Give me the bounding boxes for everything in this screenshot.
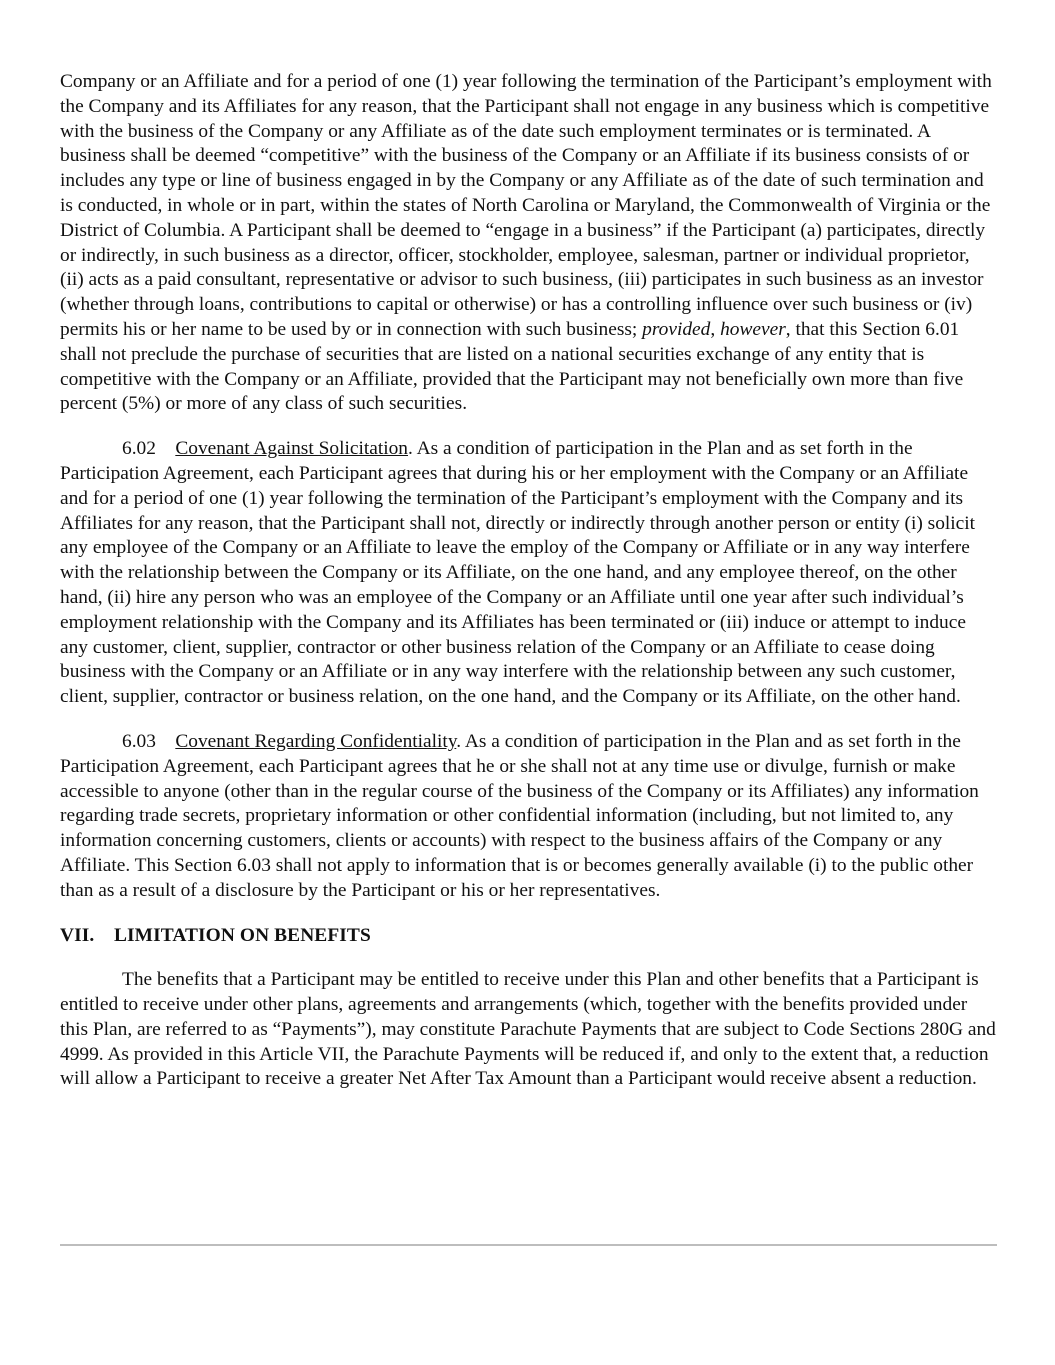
section-6-01-text-part2: , that this Section 6.01 shall not preclude the purchase of securities that are listed on a national securities exchange of any entity that is competitive with the Company or an Affiliate, provided that the Participant may not beneficially own more than five percent (5%) or more of any class of such securities.: [60, 318, 964, 415]
section-6-03-title: Covenant Regarding Confidentiality: [175, 730, 457, 752]
section-6-03-number: 6.03: [122, 730, 156, 752]
section-6-03: [60, 730, 997, 904]
provided-italic: provided: [642, 318, 711, 340]
section-6-02-title: Covenant Against Solicitation: [175, 438, 408, 460]
article-7-title: LIMITATION ON BENEFITS: [114, 924, 371, 946]
however-italic: however: [720, 318, 786, 340]
section-6-03-text: . As a condition of participation in the Plan and as set forth in the Participation Agreement, each Participant agrees that he or she shall not at any time use or divulge, furnish or make accessible to anyone (other than in the regular course of the business of the Company or its Affiliates) any information regarding trade secrets, proprietary information or other confidential information (including, but not limited to, any information concerning customers, clients or accounts) with respect to the business affairs of the Company or any Affiliate. This Section 6.03 shall not apply to information that is or becomes generally available (i) to the public other than as a result of a disclosure by the Participant or his or her representatives.: [60, 730, 979, 901]
section-6-01-comma: ,: [710, 318, 721, 340]
document-page: [60, 70, 997, 1112]
page-divider: [60, 1244, 997, 1246]
section-6-02-number: 6.02: [122, 438, 156, 460]
section-6-02: [60, 437, 997, 710]
article-7-number: VII.: [60, 924, 95, 946]
section-6-01-continuation: [60, 70, 997, 417]
section-6-01-text-part1: Company or an Affiliate and for a period of one (1) year following the termination of the Participant’s employment with the Company and its Affiliates for any reason, that the Participant shall not engage in any business which is competitive with the business of the Company or any Affiliate as of the date such employment terminates or is terminated. A business shall be deemed “competitive” with the business of the Company or an Affiliate if its business consists of or includes any type or line of business engaged in by the Company or any Affiliate as of the date of such termination and is conducted, in whole or in part, within the states of North Carolina or Maryland, the Commonwealth of Virginia or the District of Columbia. A Participant shall be deemed to “engage in a business” if the Participant (a) participates, directly or indirectly, in such business as a director, officer, stockholder, employee, salesman, partner or individual proprietor, (ii) acts as a paid consultant, representative or advisor to such business, (iii) participates in such business as an investor (whether through loans, contributions to capital or otherwise) or has a controlling influence over such business or (iv) permits his or her name to be used by or in connection with such business;: [60, 71, 992, 340]
article-7-heading: [60, 924, 997, 949]
section-6-02-text: . As a condition of participation in the Plan and as set forth in the Participation Agreement, each Participant agrees that during his or her employment with the Company or an Affiliate and for a period of one (1) year following the termination of the Participant’s employment with the Company and its Affiliates for any reason, that the Participant shall not, directly or indirectly through another person or entity (i) solicit any employee of the Company or an Affiliate to leave the employ of the Company or Affiliate or in any way interfere with the relationship between the Company or its Affiliate, on the one hand, and any employee thereof, on the other hand, (ii) hire any person who was an employee of the Company or an Affiliate until one year after such individual’s employment relationship with the Company and its Affiliates has been terminated or (iii) induce or attempt to induce any customer, client, supplier, contractor or other business relation of the Company or an Affiliate to cease doing business with the Company or an Affiliate or in any way interfere with the relationship between any such customer, client, supplier, contractor or business relation, on the one hand, and the Company or its Affiliate, on the other hand.: [60, 438, 976, 708]
article-7-body: The benefits that a Participant may be entitled to receive under this Plan and other benefits that a Participant is entitled to receive under other plans, agreements and arrangements (which, together with the benefits provided under this Plan, are referred to as “Payments”), may constitute Parachute Payments that are subject to Code Sections 280G and 4999. As provided in this Article VII, the Parachute Payments will be reduced if, and only to the extent that, a reduction will allow a Participant to receive a greater Net After Tax Amount than a Participant would receive absent a reduction.: [60, 969, 996, 1090]
